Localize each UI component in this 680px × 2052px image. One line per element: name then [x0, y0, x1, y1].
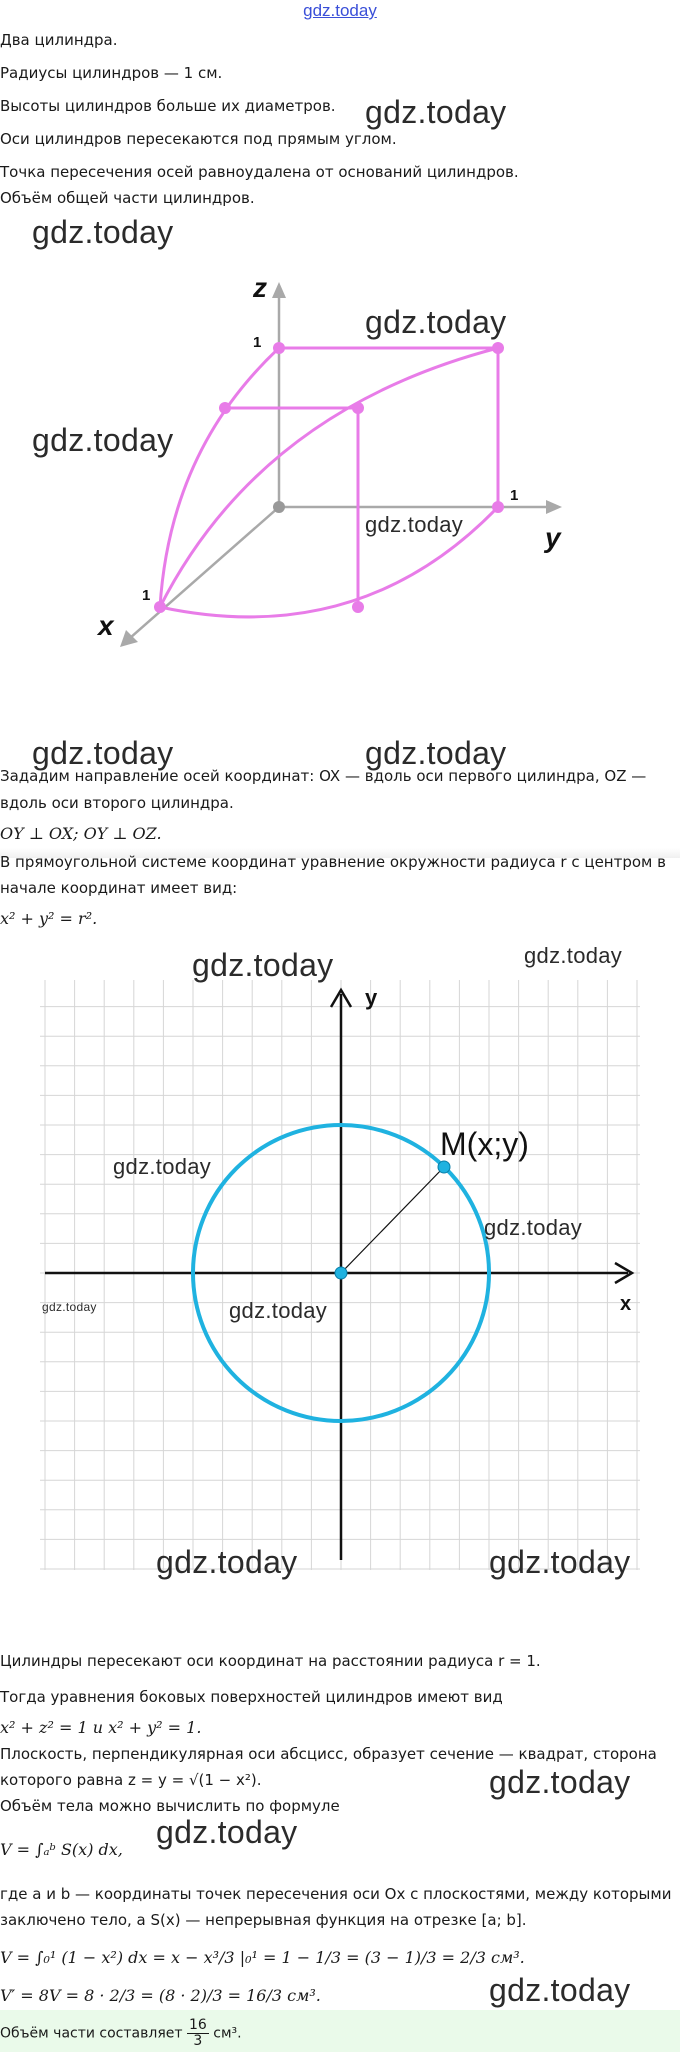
watermark: gdz.today [489, 1972, 631, 2008]
total-volume-calculation: V′ = 8V = 8 · 2/3 = (8 · 2)/3 = 16/3 см³. [0, 1986, 321, 2005]
surfaces-text: Тогда уравнения боковых поверхностей цилиндров имеют вид [0, 1688, 503, 1706]
axis-x-label: x [98, 610, 114, 641]
circle-equation-text-1: В прямоугольной системе координат уравнение окружности радиуса r с центром в [0, 853, 666, 871]
watermark: gdz.today [524, 943, 623, 968]
watermark: gdz.today [365, 304, 507, 340]
answer [0, 2018, 242, 2049]
given-line-3: Высоты цилиндров больше их диаметров. [0, 97, 336, 115]
surfaces-equations: x² + z² = 1 и x² + y² = 1. [0, 1718, 202, 1737]
watermark: gdz.today [32, 422, 174, 458]
watermark: gdz.today [156, 1814, 298, 1850]
center-point [335, 1267, 347, 1279]
answer-denominator: 3 [193, 2033, 203, 2049]
edge-arc-bottom [160, 507, 498, 617]
circle-grid-figure [0, 960, 680, 1580]
answer-fraction [187, 2018, 209, 2049]
axis-y-label: y [365, 985, 378, 1010]
axis-z-arrow [272, 282, 286, 298]
limits-text-1: где a и b — координаты точек пересечения оси Ox с плоскостями, между которыми [0, 1885, 672, 1903]
watermark: gdz.today [229, 1298, 328, 1323]
axis-z-label: z [253, 272, 267, 303]
tick-y-label: 1 [510, 487, 519, 504]
volume-formula-text: Объём тела можно вычислить по формуле [0, 1797, 340, 1815]
section-square-text-1: Плоскость, перпендикулярная оси абсцисс, образует сечение — квадрат, сторона [0, 1745, 657, 1763]
axis-x-label: x [620, 1293, 632, 1315]
watermark: gdz.today [113, 1154, 212, 1179]
cylinders-intersection-figure [0, 250, 680, 690]
answer-prefix: Объём части составляет [0, 2025, 183, 2042]
watermark: gdz.today [489, 1764, 631, 1800]
given-line-6: Объём общей части цилиндров. [0, 189, 255, 207]
limits-text-2: заключено тело, а S(x) — непрерывная функция на отрезке [a; b]. [0, 1911, 527, 1929]
given-line-2: Радиусы цилиндров — 1 см. [0, 64, 223, 82]
origin-point [273, 501, 285, 513]
radius-line [341, 1167, 444, 1273]
watermark: gdz.today [42, 1300, 97, 1314]
given-line-4: Оси цилиндров пересекаются под прямым углом. [0, 130, 397, 148]
point-m-label: M(x;y) [440, 1126, 529, 1162]
site-link[interactable]: gdz.today [303, 1, 377, 20]
intersection-text: Цилиндры пересекают оси координат на расстоянии радиуса r = 1. [0, 1652, 541, 1670]
watermark: gdz.today [192, 947, 334, 983]
solid-edges [160, 348, 498, 617]
watermark: gdz.today [365, 94, 507, 130]
watermark: gdz.today [365, 735, 507, 771]
axes-direction-text-2: вдоль оси второго цилиндра. [0, 794, 234, 812]
watermark: gdz.today [484, 1215, 583, 1240]
watermark: gdz.today [365, 512, 464, 537]
section-square-text-2: которого равна z = y = √(1 − x²). [0, 1771, 262, 1789]
volume-integral-formula: V = ∫ₐᵇ S(x) dx, [0, 1840, 123, 1859]
tick-z-label: 1 [253, 334, 262, 351]
perpendicular-relation: OY ⊥ OX; OY ⊥ OZ. [0, 824, 162, 843]
watermark: gdz.today [156, 1544, 298, 1580]
answer-numerator: 16 [188, 2017, 207, 2033]
watermark: gdz.today [32, 214, 174, 250]
circle-equation-text-2: начале координат имеет вид: [0, 879, 238, 897]
edge-arc-left [160, 348, 279, 607]
watermark: gdz.today [489, 1544, 631, 1580]
circle-equation: x² + y² = r². [0, 909, 98, 928]
axis-y-arrow [546, 500, 562, 514]
axis-y-label: y [545, 522, 561, 553]
volume-calculation: V = ∫₀¹ (1 − x²) dx = x − x³/3 |₀¹ = 1 − 1/3 = (3 − 1)/3 = 2/3 см³. [0, 1948, 525, 1967]
axes-direction-text-1: Зададим направление осей координат: OX — вдоль оси первого цилиндра, OZ — [0, 767, 647, 785]
given-line-1: Два цилиндра. [0, 31, 118, 49]
given-line-5: Точка пересечения осей равноудалена от оснований цилиндров. [0, 163, 519, 181]
answer-unit: см³. [213, 2025, 242, 2042]
point-m [438, 1161, 450, 1173]
tick-x-label: 1 [142, 587, 151, 604]
watermark: gdz.today [32, 735, 174, 771]
